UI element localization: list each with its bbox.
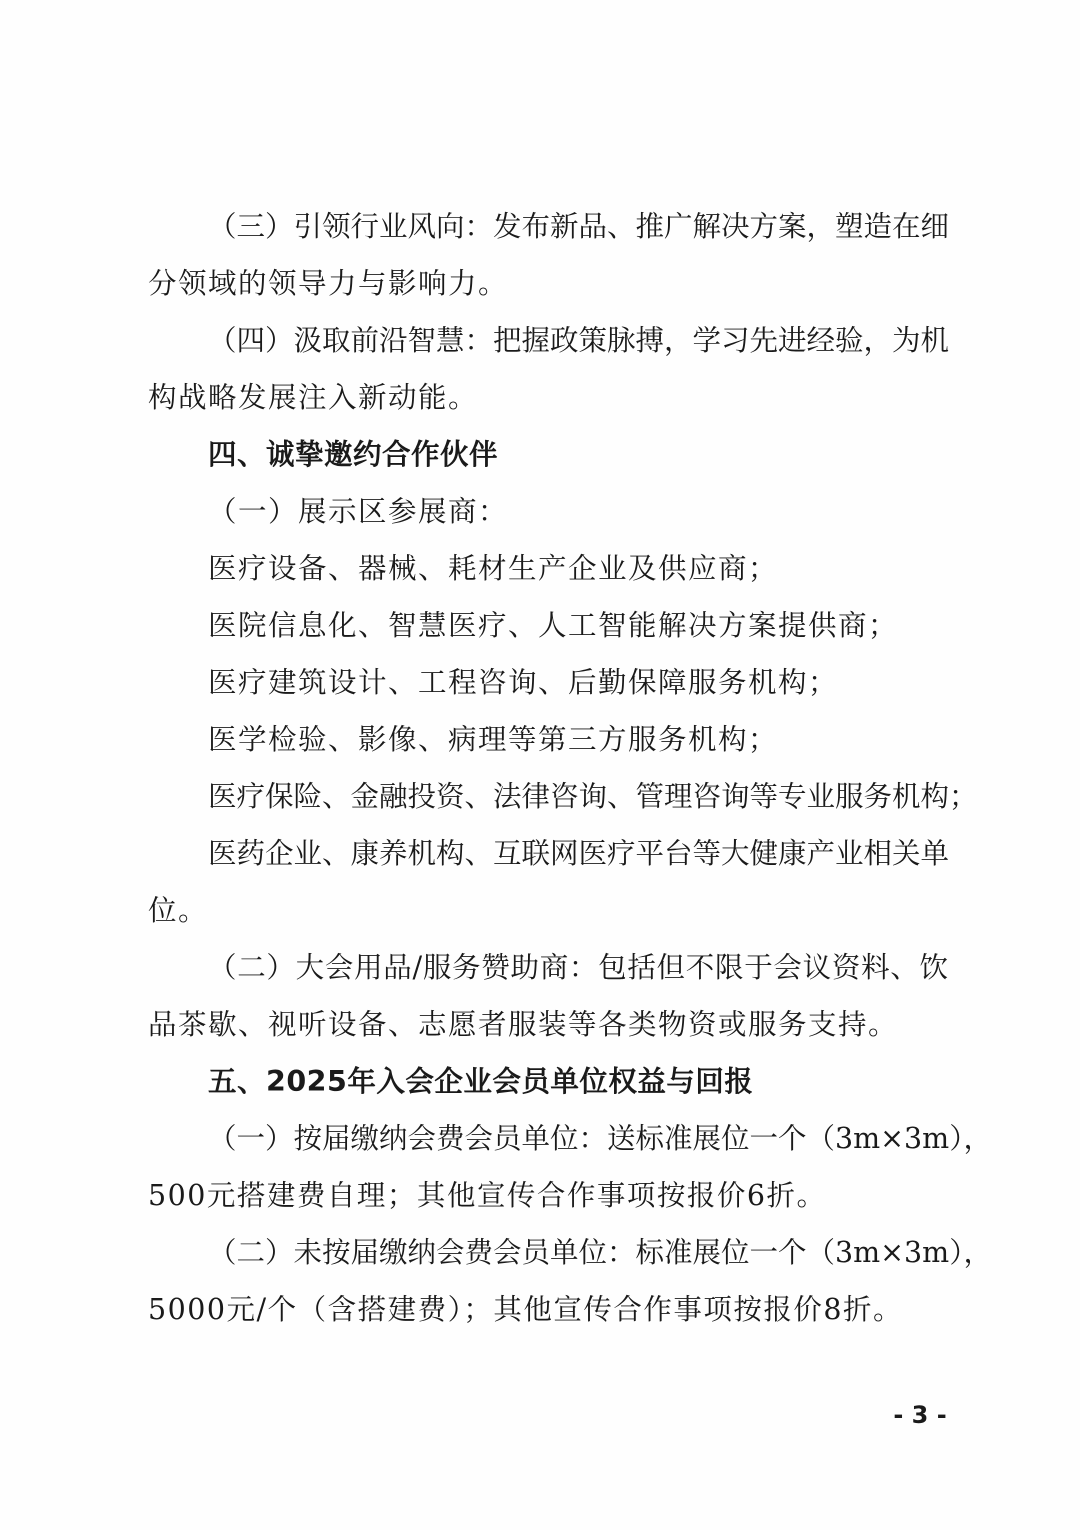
paragraph-line: 品茶歇、视听设备、志愿者服装等各类物资或服务支持。 xyxy=(148,1008,899,1041)
paragraph-line: （四）汲取前沿智慧：把握政策脉搏，学习先进经验，为机 xyxy=(208,324,950,357)
page-number: - 3 - xyxy=(893,1401,947,1429)
paragraph-line: （二）大会用品/服务赞助商：包括但不限于会议资料、饮 xyxy=(208,951,948,984)
list-item: 医疗建筑设计、工程咨询、后勤保障服务机构； xyxy=(208,666,839,699)
paragraph-line: （一）按届缴纳会费会员单位：送标准展位一个（3m×3m）， xyxy=(208,1122,992,1155)
section-heading: 五、2025年入会企业会员单位权益与回报 xyxy=(208,1065,754,1098)
list-item: 医疗设备、器械、耗材生产企业及供应商； xyxy=(208,552,779,585)
paragraph-line: 位。 xyxy=(148,894,209,927)
list-item: 医学检验、影像、病理等第三方服务机构； xyxy=(208,723,779,756)
list-item: 医院信息化、智慧医疗、人工智能解决方案提供商； xyxy=(208,609,899,642)
paragraph-line: （三）引领行业风向：发布新品、推广解决方案，塑造在细 xyxy=(208,210,950,243)
paragraph-line: 构战略发展注入新动能。 xyxy=(148,381,479,414)
document-body xyxy=(148,198,992,1338)
list-item: 医疗保险、金融投资、法律咨询、管理咨询等专业服务机构； xyxy=(208,780,978,813)
paragraph-line: 500元搭建费自理；其他宣传合作事项按报价6折。 xyxy=(148,1179,827,1212)
list-item: 医药企业、康养机构、互联网医疗平台等大健康产业相关单 xyxy=(208,837,950,870)
paragraph-line: （二）未按届缴纳会费会员单位：标准展位一个（3m×3m）， xyxy=(208,1236,992,1269)
paragraph-line: （一）展示区参展商： xyxy=(208,495,509,528)
paragraph-line: 分领域的领导力与影响力。 xyxy=(148,267,509,300)
section-heading: 四、诚挚邀约合作伙伴 xyxy=(208,438,499,471)
paragraph-line: 5000元/个（含搭建费）；其他宣传合作事项按报价8折。 xyxy=(148,1293,904,1326)
